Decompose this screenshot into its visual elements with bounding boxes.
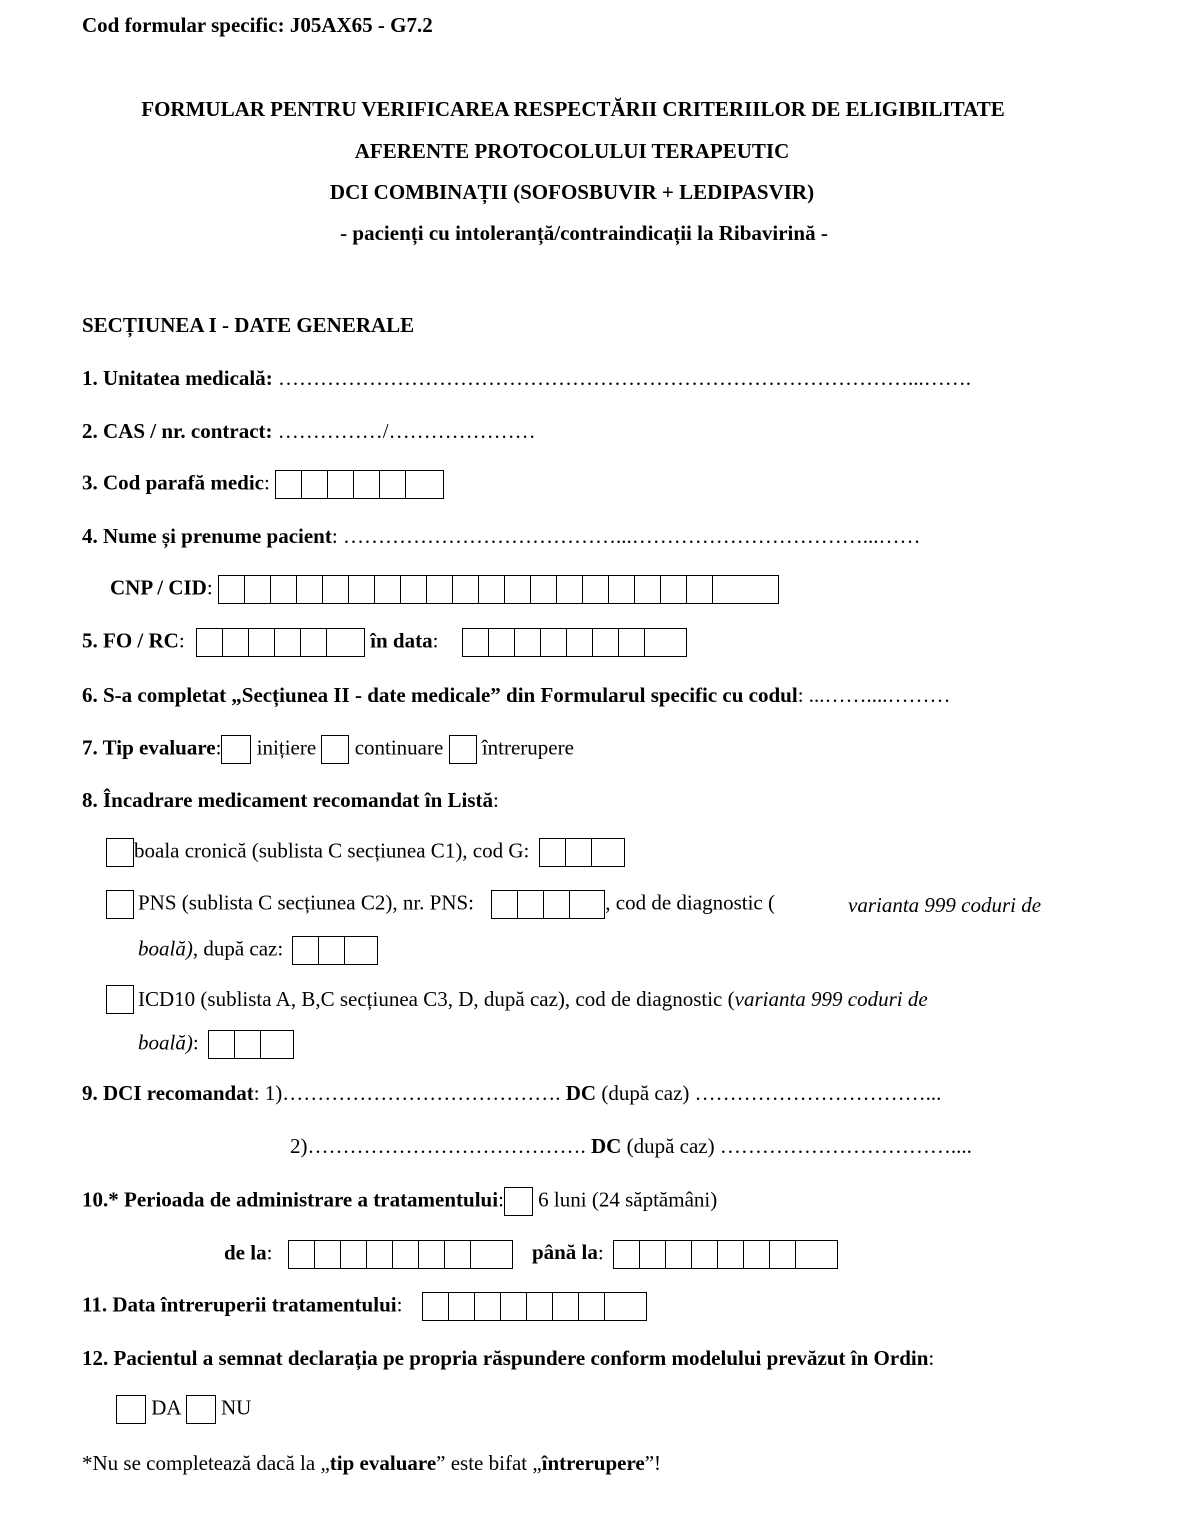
field-label: 10.* Perioada de administrare a tratamentului bbox=[82, 1187, 499, 1212]
fill-dots[interactable]: ……………/………………… bbox=[272, 419, 536, 443]
colon: : bbox=[493, 788, 499, 812]
colon: : bbox=[597, 1240, 604, 1265]
nr-pns-boxes[interactable] bbox=[491, 890, 605, 919]
field-declaratie bbox=[82, 1348, 934, 1369]
field-label: 6. S-a completat „Secțiunea II - date medicale” din Formularul specific cu codul bbox=[82, 683, 798, 707]
intrerupere-checkbox[interactable] bbox=[449, 735, 477, 764]
field-label: 1. Unitatea medicală: bbox=[82, 366, 273, 390]
colon: : bbox=[396, 1292, 403, 1317]
field-dci-recomandat-2 bbox=[290, 1136, 972, 1157]
field-perioada-dates bbox=[224, 1240, 838, 1269]
option-label: continuare bbox=[349, 735, 449, 760]
cnp-boxes[interactable] bbox=[218, 575, 779, 604]
field-label: 4. Nume și prenume pacient bbox=[82, 524, 332, 548]
option-label: DA bbox=[146, 1395, 186, 1420]
option-label: ICD10 (sublista A, B,C secțiunea C3, D, după caz), cod de diagnostic ( bbox=[138, 987, 735, 1011]
field-cnp bbox=[110, 575, 779, 604]
field-label: 7. Tip evaluare bbox=[82, 735, 216, 760]
option-label: PNS (sublista C secțiunea C2), nr. PNS: bbox=[138, 890, 475, 915]
field-label: 3. Cod parafă medic bbox=[82, 470, 264, 495]
initiere-checkbox[interactable] bbox=[221, 735, 251, 764]
option-label-italic: boală) bbox=[138, 936, 193, 961]
option-icd10 bbox=[138, 989, 928, 1010]
fo-rc-boxes[interactable] bbox=[196, 628, 365, 657]
field-label: 12. Pacientul a semnat declarația pe propria răspundere conform modelului prevăzut în Ordin bbox=[82, 1346, 929, 1370]
field-label: 9. DCI recomandat bbox=[82, 1081, 254, 1105]
field-cas-contract bbox=[82, 421, 536, 442]
fill-dots[interactable]: ………………………………………………………………………………...……. bbox=[272, 366, 971, 390]
option-boala-cronica bbox=[106, 838, 625, 867]
colon: : bbox=[928, 1346, 935, 1370]
option-label: inițiere bbox=[251, 735, 322, 760]
option-label: întrerupere bbox=[476, 735, 574, 760]
field-dci-recomandat-1 bbox=[82, 1083, 941, 1104]
cod-diag-icd10-boxes[interactable] bbox=[208, 1030, 294, 1059]
field-nume-pacient bbox=[82, 526, 920, 547]
cod-diag-pns-boxes[interactable] bbox=[292, 936, 378, 965]
option-label: : bbox=[192, 1030, 199, 1055]
to-date-boxes[interactable] bbox=[613, 1240, 838, 1269]
field-declaratie-options bbox=[116, 1395, 251, 1424]
option-label: boala cronică (sublista C secțiunea C1), cod G: bbox=[134, 838, 530, 863]
continuare-checkbox[interactable] bbox=[321, 735, 349, 764]
cod-g-boxes[interactable] bbox=[539, 838, 625, 867]
from-label: de la bbox=[224, 1240, 267, 1265]
title-line-3: DCI COMBINAȚII (SOFOSBUVIR + LEDIPASVIR) bbox=[329, 180, 815, 204]
dc-label: DC bbox=[591, 1134, 622, 1158]
colon: : bbox=[432, 628, 439, 653]
footnote-bold: tip evaluare bbox=[329, 1451, 437, 1475]
footnote-text: ”! bbox=[644, 1451, 662, 1475]
da-checkbox[interactable] bbox=[116, 1395, 146, 1424]
colon: : bbox=[266, 1240, 273, 1265]
fill-dots[interactable]: (după caz) ……………………………... bbox=[596, 1081, 942, 1105]
field-tip-evaluare bbox=[82, 735, 574, 764]
from-date-boxes[interactable] bbox=[288, 1240, 513, 1269]
cod-parafa-boxes[interactable] bbox=[275, 470, 444, 499]
footnote bbox=[82, 1453, 661, 1474]
option-label-italic: varianta 999 coduri de bbox=[734, 987, 928, 1011]
to-label: până la bbox=[531, 1240, 598, 1265]
colon: : bbox=[178, 628, 185, 653]
6-luni-checkbox[interactable] bbox=[504, 1187, 533, 1216]
colon: : bbox=[215, 735, 222, 760]
title-line-1: FORMULAR PENTRU VERIFICAREA RESPECTĂRII CRITERIILOR DE ELIGIBILITATE bbox=[141, 97, 1005, 121]
fill-dots[interactable]: : 1)…………………………………. bbox=[253, 1081, 566, 1105]
option-label: NU bbox=[215, 1395, 252, 1420]
field-label: 8. Încadrare medicament recomandat în Listă bbox=[82, 788, 494, 812]
field-incadrare bbox=[82, 790, 499, 811]
field-sectiunea-ii bbox=[82, 685, 951, 706]
option-label: , după caz: bbox=[192, 936, 284, 961]
fill-dots[interactable]: : ...……....……… bbox=[797, 683, 951, 707]
option-pns-line2 bbox=[138, 936, 378, 965]
colon: : bbox=[206, 575, 213, 600]
option-pns bbox=[138, 890, 775, 919]
checkbox-icd10[interactable] bbox=[106, 985, 134, 1014]
field-perioada bbox=[82, 1187, 717, 1216]
field-label: 11. Data întreruperii tratamentului bbox=[82, 1292, 397, 1317]
checkbox-pns[interactable] bbox=[106, 890, 134, 919]
fill-dots[interactable]: : …………………………………...……………………………...…… bbox=[331, 524, 921, 548]
option-label-italic: boală) bbox=[138, 1030, 193, 1055]
option-pns-italic-1: varianta 999 coduri de bbox=[848, 893, 1042, 917]
boala-cronica-checkbox[interactable] bbox=[106, 838, 134, 867]
option-label-cont: , cod de diagnostic ( bbox=[605, 890, 775, 915]
form-code: Cod formular specific: J05AX65 - G7.2 bbox=[82, 13, 433, 37]
section-heading: SECȚIUNEA I - DATE GENERALE bbox=[82, 313, 415, 337]
field-label: 2. CAS / nr. contract: bbox=[82, 419, 273, 443]
title-line-2: AFERENTE PROTOCOLULUI TERAPEUTIC bbox=[354, 139, 790, 163]
nu-checkbox[interactable] bbox=[186, 1395, 216, 1424]
option-icd10-line2 bbox=[138, 1030, 294, 1059]
fo-rc-date-boxes[interactable] bbox=[462, 628, 687, 657]
colon: : bbox=[264, 470, 270, 495]
field-data-intreruperii bbox=[82, 1292, 647, 1321]
field-fo-rc bbox=[82, 628, 687, 657]
intrerupere-date-boxes[interactable] bbox=[422, 1292, 647, 1321]
field-cod-parafa bbox=[82, 470, 444, 499]
footnote-text: *Nu se completează dacă la „ bbox=[82, 1451, 330, 1475]
date-label: în data bbox=[370, 628, 433, 653]
footnote-text: ” este bifat „ bbox=[436, 1451, 542, 1475]
field-unitate-medicala bbox=[82, 368, 971, 389]
title-line-4: - pacienți cu intoleranță/contraindicații la Ribavirină - bbox=[340, 221, 828, 245]
fill-dots[interactable]: (după caz) …………………………….... bbox=[621, 1134, 972, 1158]
option-label: 6 luni (24 săptămâni) bbox=[532, 1187, 718, 1212]
field-label: CNP / CID bbox=[110, 575, 207, 600]
field-label: 5. FO / RC bbox=[82, 628, 179, 653]
colon: : bbox=[498, 1187, 504, 1212]
dc-label: DC bbox=[565, 1081, 597, 1105]
fill-dots[interactable]: 2)…………………………………. bbox=[290, 1134, 591, 1158]
footnote-bold: întrerupere bbox=[541, 1451, 645, 1475]
